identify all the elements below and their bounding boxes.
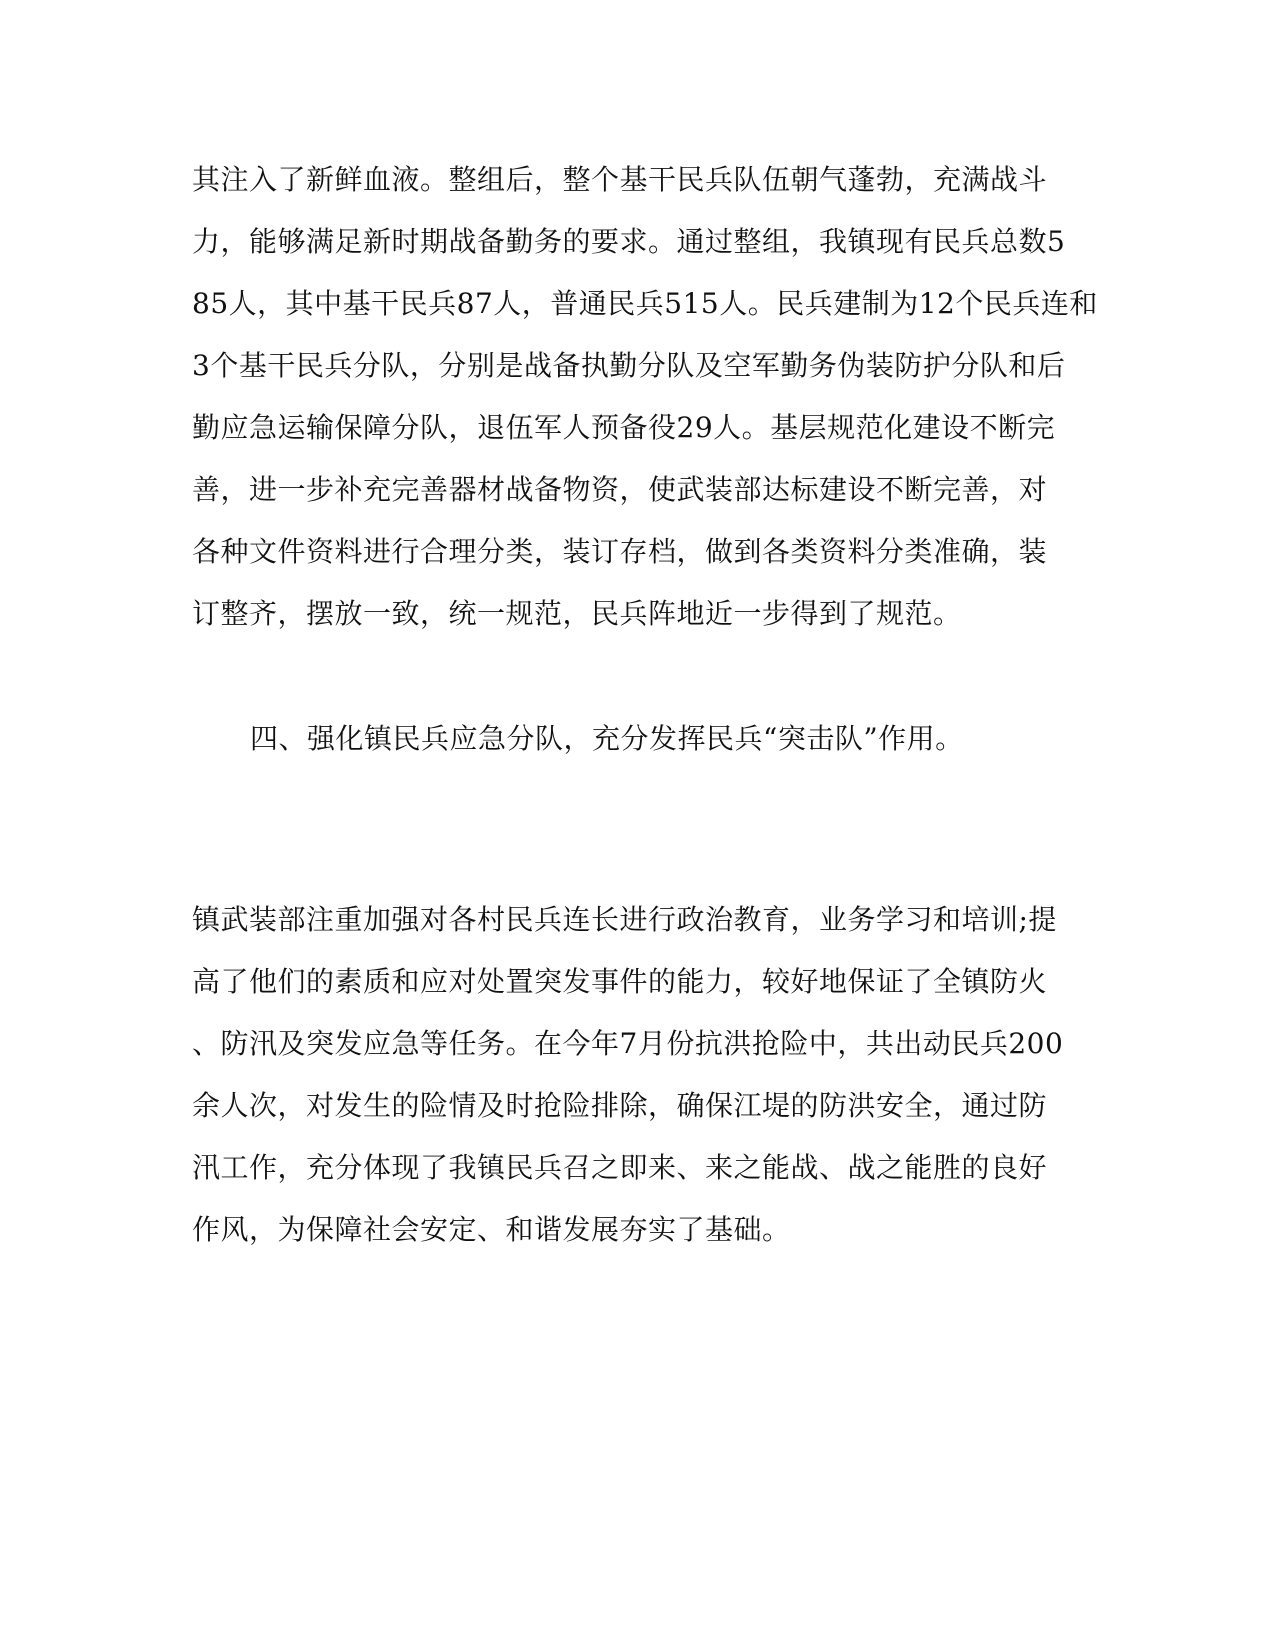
paragraph-1-line: 订整齐，摆放一致，统一规范，民兵阵地近一步得到了规范。 (192, 597, 962, 630)
paragraph-2-line: 镇武装部注重加强对各村民兵连长进行政治教育，业务学习和培训;提 (192, 903, 1057, 936)
paragraph-1-line: 善，进一步补充完善器材战备物资，使武装部达标建设不断完善，对 (192, 473, 1048, 506)
paragraph-2-line: 高了他们的素质和应对处置突发事件的能力，较好地保证了全镇防火 (192, 965, 1048, 998)
paragraph-1-line: 勤应急运输保障分队，退伍军人预备役29人。基层规范化建设不断完 (192, 411, 1056, 444)
paragraph-1-line: 3个基干民兵分队，分别是战备执勤分队及空军勤务伪装防护分队和后 (192, 349, 1066, 382)
paragraph-2-line: 、防汛及突发应急等任务。在今年7月份抗洪抢险中，共出动民兵200 (192, 1027, 1064, 1060)
section-heading: 四、强化镇民兵应急分队，充分发挥民兵“突击队”作用。 (250, 722, 964, 755)
paragraph-2-line: 作风，为保障社会安定、和谐发展夯实了基础。 (192, 1213, 791, 1246)
paragraph-1-line: 力，能够满足新时期战备勤务的要求。通过整组，我镇现有民兵总数5 (192, 225, 1066, 258)
paragraph-1-line: 其注入了新鲜血液。整组后，整个基干民兵队伍朝气蓬勃，充满战斗 (192, 163, 1048, 196)
paragraph-1-line: 各种文件资料进行合理分类，装订存档，做到各类资料分类准确，装 (192, 535, 1048, 568)
paragraph-2-line: 余人次，对发生的险情及时抢险排除，确保江堤的防洪安全，通过防 (192, 1089, 1048, 1122)
paragraph-2-line: 汛工作，充分体现了我镇民兵召之即来、来之能战、战之能胜的良好 (192, 1151, 1048, 1184)
paragraph-1-line: 85人，其中基干民兵87人，普通民兵515人。民兵建制为12个民兵连和 (192, 287, 1098, 320)
